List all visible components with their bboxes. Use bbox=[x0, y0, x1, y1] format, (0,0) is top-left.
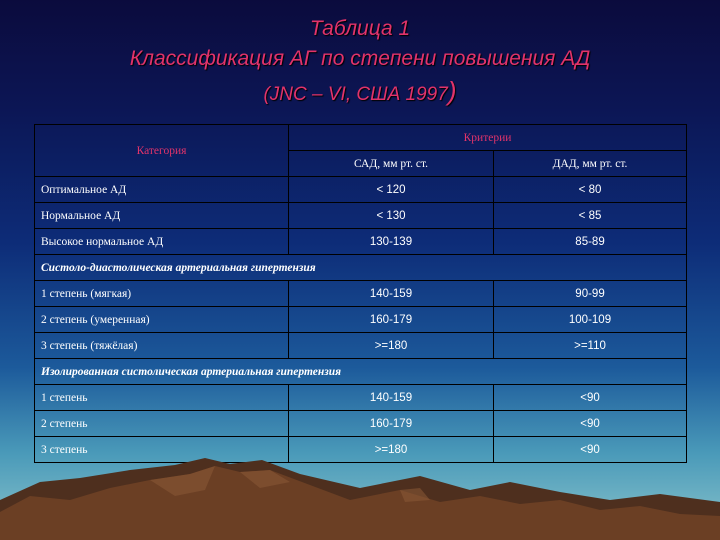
row-sad: 140-159 bbox=[289, 281, 494, 307]
row-sad: 160-179 bbox=[289, 411, 494, 437]
row-sad: 130-139 bbox=[289, 229, 494, 255]
mountain-landscape bbox=[0, 430, 720, 540]
row-sad: < 130 bbox=[289, 203, 494, 229]
row-dad: 90-99 bbox=[494, 281, 687, 307]
row-dad: 100-109 bbox=[494, 307, 687, 333]
row-label: Оптимальное АД bbox=[35, 177, 289, 203]
table-header-row bbox=[35, 125, 687, 151]
row-label: 2 степень (умеренная) bbox=[35, 307, 289, 333]
title-line-3-paren: ) bbox=[447, 76, 457, 106]
row-sad: 160-179 bbox=[289, 307, 494, 333]
classification-table bbox=[34, 124, 687, 463]
row-label: 1 степень bbox=[35, 385, 289, 411]
table-row bbox=[35, 333, 687, 359]
table-row bbox=[35, 203, 687, 229]
row-label: 3 степень (тяжёлая) bbox=[35, 333, 289, 359]
row-dad: <90 bbox=[494, 385, 687, 411]
header-category: Категория bbox=[35, 125, 289, 177]
row-dad: >=110 bbox=[494, 333, 687, 359]
row-label: Высокое нормальное АД bbox=[35, 229, 289, 255]
row-sad: >=180 bbox=[289, 437, 494, 463]
header-criteria: Критерии bbox=[289, 125, 687, 151]
row-label: 1 степень (мягкая) bbox=[35, 281, 289, 307]
row-sad: < 120 bbox=[289, 177, 494, 203]
title-line-3 bbox=[0, 74, 720, 112]
row-label: Нормальное АД bbox=[35, 203, 289, 229]
row-label: 3 степень bbox=[35, 437, 289, 463]
section-isolated-systolic: Изолированная систолическая артериальная гипертензия bbox=[35, 359, 687, 385]
title-line-1: Таблица 1 bbox=[309, 17, 411, 40]
slide-title bbox=[0, 14, 720, 112]
title-line-2: Классификация АГ по степени повышения АД bbox=[129, 47, 591, 70]
table-row bbox=[35, 307, 687, 333]
row-dad: 85-89 bbox=[494, 229, 687, 255]
row-dad: <90 bbox=[494, 437, 687, 463]
row-label: 2 степень bbox=[35, 411, 289, 437]
title-line-3-text: (JNC – VI, США 1997 bbox=[263, 84, 448, 105]
row-sad: >=180 bbox=[289, 333, 494, 359]
row-dad: < 85 bbox=[494, 203, 687, 229]
header-dad: ДАД, мм рт. ст. bbox=[494, 151, 687, 177]
row-dad: < 80 bbox=[494, 177, 687, 203]
row-dad: <90 bbox=[494, 411, 687, 437]
table-row bbox=[35, 385, 687, 411]
section-row bbox=[35, 255, 687, 281]
table-row bbox=[35, 177, 687, 203]
row-sad: 140-159 bbox=[289, 385, 494, 411]
table-row bbox=[35, 281, 687, 307]
table-row bbox=[35, 229, 687, 255]
section-systolic-diastolic: Систоло-диастолическая артериальная гипертензия bbox=[35, 255, 687, 281]
header-sad: САД, мм рт. ст. bbox=[289, 151, 494, 177]
section-row bbox=[35, 359, 687, 385]
